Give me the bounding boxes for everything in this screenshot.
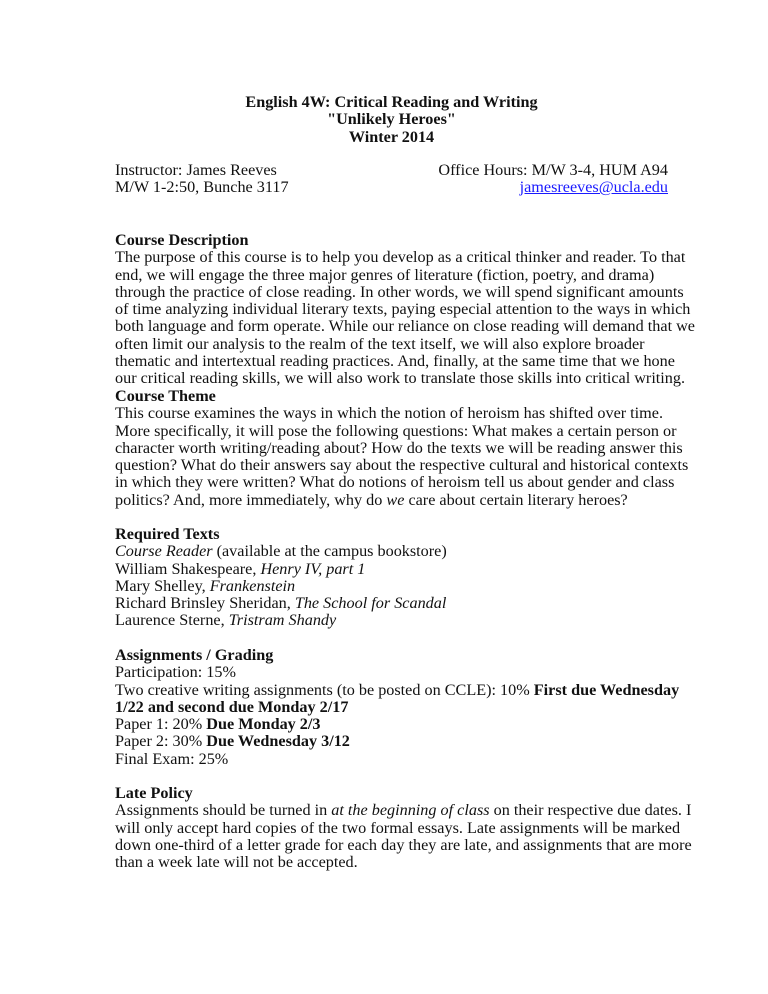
info-left — [115, 162, 289, 197]
instructor: Instructor: James Reeves — [115, 161, 277, 179]
text-line: The purpose of this course is to help you develop as a critical thinker and reader. To that — [115, 248, 686, 267]
due-date: Due Wednesday 3/12 — [206, 732, 350, 751]
text-line: end, we will engage the three major genres of literature (fiction, poetry, and drama) — [115, 265, 655, 284]
book-title: The School for Scandal — [294, 594, 447, 613]
office-hours: Office Hours: M/W 3-4, HUM A94 — [438, 161, 668, 179]
course-theme-heading: Course Theme — [115, 387, 216, 405]
required-texts-section — [115, 526, 668, 630]
email-link[interactable]: jamesreeves@ucla.edu — [519, 178, 668, 197]
required-text-item — [115, 612, 668, 629]
text-line: question? What do their answers say about the respective cultural and historical contexts — [115, 456, 689, 475]
text-line: in which they were written? What do notions of heroism tell us about gender and class — [115, 473, 675, 492]
late-policy-heading: Late Policy — [115, 784, 193, 802]
grading-final: Final Exam: 25% — [115, 749, 229, 768]
title-block — [115, 94, 668, 146]
text-line: both language and form operate. While our reliance on close reading will demand that we — [115, 317, 695, 336]
text-line: of time analyzing individual literary texts, paying especial attention to the ways in which — [115, 300, 691, 319]
text-line: This course examines the ways in which the notion of heroism has shifted over time. — [115, 404, 664, 423]
book-title: Course Reader — [115, 542, 213, 561]
book-author: Richard Brinsley Sheridan, — [115, 594, 295, 613]
required-text-item — [115, 578, 668, 595]
text-line: thematic and intertextual reading practices. And, finally, at the same time that we hone — [115, 352, 675, 371]
text-span: Two creative writing assignments (to be posted on CCLE): 10% — [115, 680, 534, 699]
due-date: 1/22 and second due Monday 2/17 — [115, 697, 349, 716]
book-author: William Shakespeare, — [115, 559, 261, 578]
text-line: often limit our analysis to the realm of the text itself, we will also explore broader — [115, 334, 645, 353]
text-span: Assignments should be turned in — [115, 801, 332, 820]
due-date: Due Monday 2/3 — [206, 715, 321, 734]
course-description-section — [115, 231, 695, 388]
course-description-heading: Course Description — [115, 231, 249, 249]
emphasis: at the beginning of class — [331, 801, 490, 820]
text-line: than a week late will not be accepted. — [115, 853, 358, 872]
text-line: character worth writing/reading about? How do the texts we will be reading answer this — [115, 438, 683, 457]
required-text-item — [115, 543, 668, 560]
grading-section — [115, 646, 680, 768]
text-span: care about certain literary heroes? — [404, 490, 628, 509]
grading-paper2 — [115, 733, 668, 750]
grading-paper1 — [115, 716, 668, 733]
book-title: Frankenstein — [209, 576, 296, 595]
course-subtitle: "Unlikely Heroes" — [327, 110, 456, 129]
book-title: Tristram Shandy — [228, 611, 337, 630]
required-text-item — [115, 561, 668, 578]
grading-heading: Assignments / Grading — [115, 646, 274, 664]
grading-creative-cont — [115, 699, 668, 716]
course-theme-section — [115, 387, 689, 509]
info-right — [438, 162, 668, 197]
meeting-time: M/W 1-2:50, Bunche 3117 — [115, 178, 289, 197]
grading-participation: Participation: 15% — [115, 663, 236, 682]
course-term: Winter 2014 — [348, 127, 435, 146]
course-title: English 4W: Critical Reading and Writing — [245, 93, 538, 111]
text-span: on their respective due dates. I — [489, 801, 692, 820]
book-note: (available at the campus bookstore) — [212, 542, 447, 561]
text-line: More specifically, it will pose the following questions: What makes a certain person or — [115, 421, 677, 440]
book-author: Laurence Sterne, — [115, 611, 229, 630]
text-line — [115, 801, 692, 820]
text-span: Paper 1: 20% — [115, 715, 207, 734]
text-line: will only accept hard copies of the two formal essays. Late assignments will be marked — [115, 818, 681, 837]
text-line: through the practice of close reading. In other words, we will spend significant amounts — [115, 282, 684, 301]
text-line — [115, 492, 668, 509]
late-policy-section — [115, 784, 692, 872]
book-author: Mary Shelley, — [115, 576, 210, 595]
book-title: Henry IV, part 1 — [260, 559, 366, 578]
required-text-item — [115, 595, 668, 612]
grading-creative — [115, 680, 680, 699]
emphasis: we — [386, 490, 405, 509]
text-span: politics? And, more immediately, why do — [115, 490, 387, 509]
due-date: First due Wednesday — [533, 680, 680, 699]
text-span: Paper 2: 30% — [115, 732, 207, 751]
text-line: our critical reading skills, we will also work to translate those skills into critical writing. — [115, 369, 686, 388]
required-texts-heading: Required Texts — [115, 525, 220, 543]
text-line: down one-third of a letter grade for each day they are late, and assignments that are more — [115, 835, 692, 854]
